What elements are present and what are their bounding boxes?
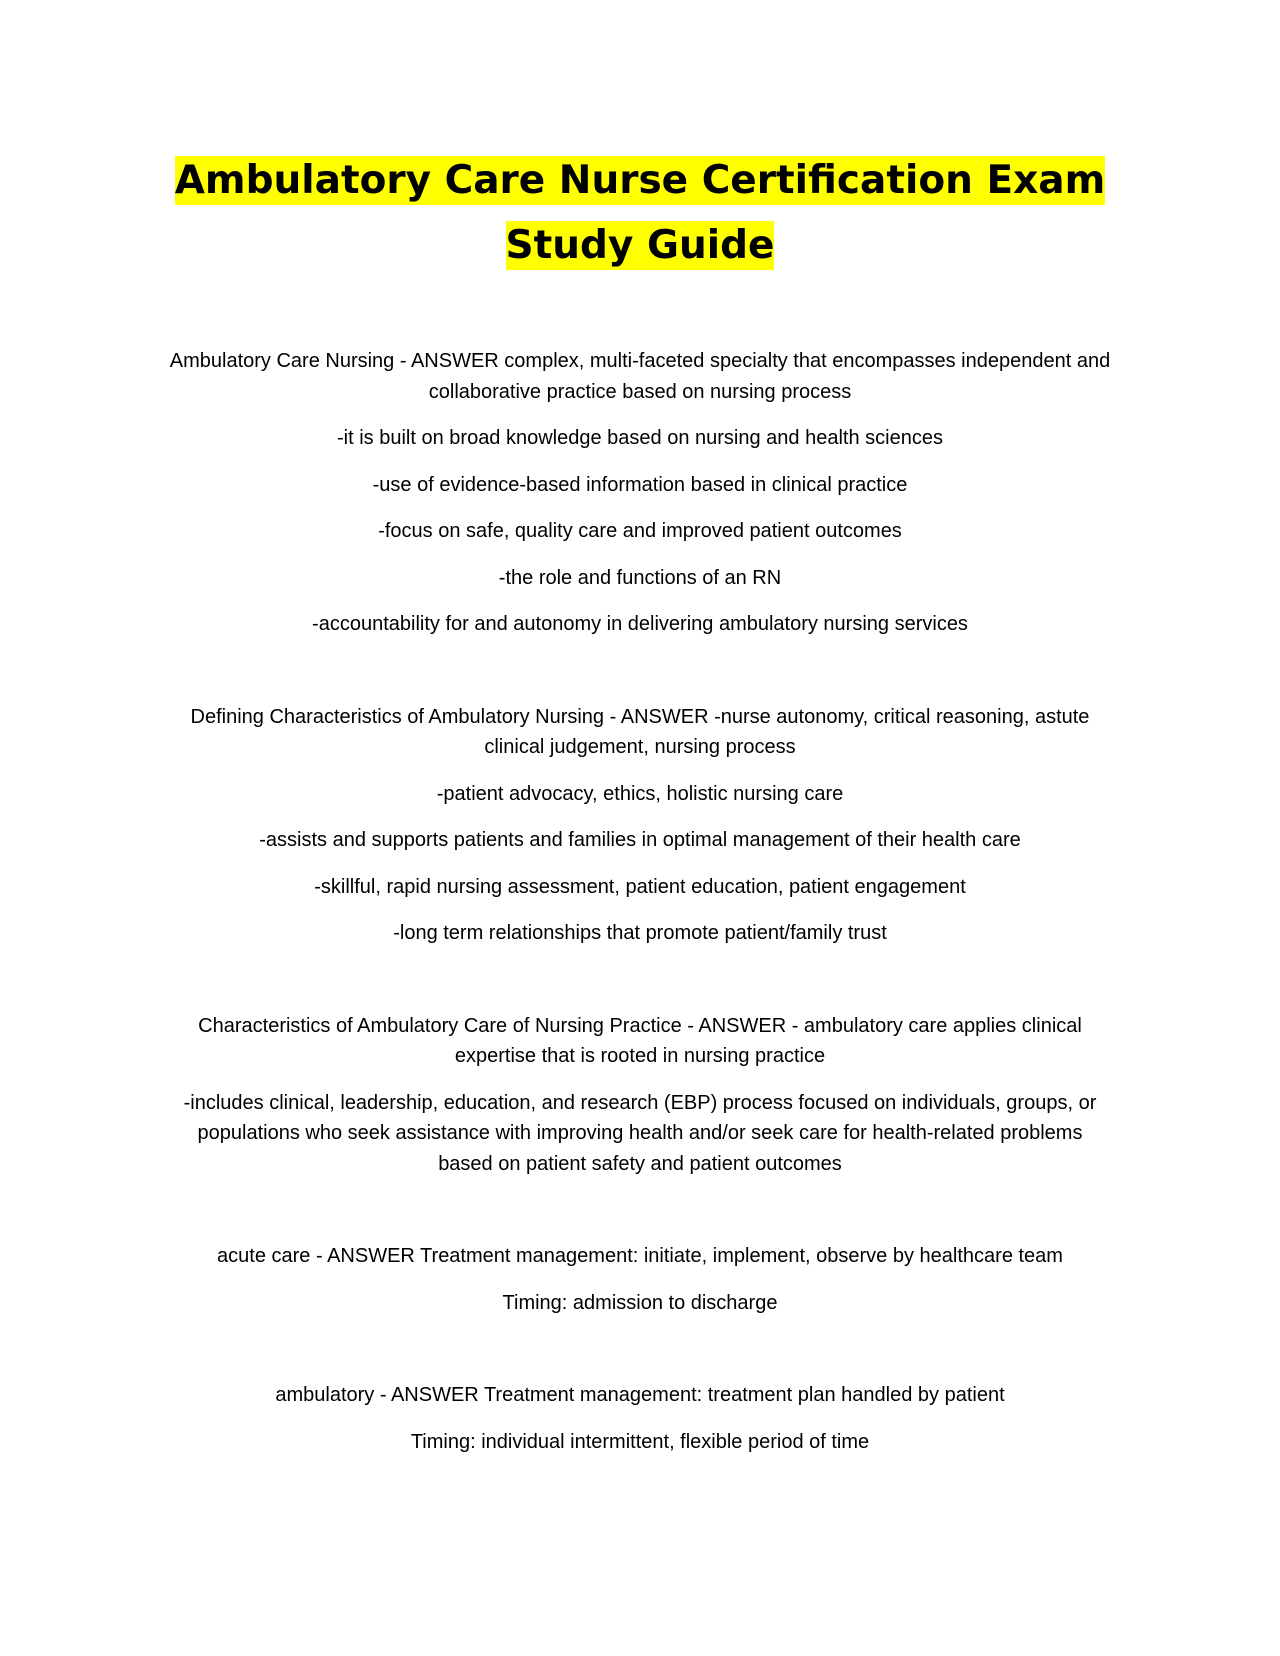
section-characteristics-practice	[168, 1011, 1112, 1180]
paragraph: -accountability for and autonomy in delivering ambulatory nursing services	[312, 613, 968, 635]
paragraph: -it is built on broad knowledge based on nursing and health sciences	[337, 427, 943, 449]
paragraph: -skillful, rapid nursing assessment, patient education, patient engagement	[314, 875, 966, 898]
section-acute-care	[168, 1241, 1112, 1318]
section-gap	[168, 1334, 1112, 1380]
title-line-2: Study Guide	[505, 223, 775, 268]
document-title	[168, 148, 1112, 278]
section-gap	[168, 965, 1112, 1011]
paragraph: -focus on safe, quality care and improved patient outcomes	[378, 520, 902, 542]
paragraph: Timing: admission to discharge	[502, 1291, 778, 1314]
section-ambulatory	[168, 1380, 1112, 1457]
paragraph: -patient advocacy, ethics, holistic nursing care	[436, 782, 844, 805]
paragraph: acute care - ANSWER Treatment management: initiate, implement, observe by healthcare team	[217, 1245, 1063, 1267]
paragraph: -long term relationships that promote patient/family trust	[393, 922, 887, 944]
paragraph: -assists and supports patients and families in optimal management of their health care	[259, 829, 1021, 851]
paragraph: -includes clinical, leadership, education, and research (EBP) process focused on individuals, groups, or populations who seek assistance with improving health and/or seek care for health-related problems based on patient safety and patient outcomes	[183, 1091, 1097, 1175]
section-gap	[168, 1195, 1112, 1241]
paragraph: Defining Characteristics of Ambulatory Nursing - ANSWER -nurse autonomy, critical reasoning, astute clinical judgement, nursing process	[190, 705, 1090, 758]
paragraph: -use of evidence-based information based in clinical practice	[372, 473, 908, 496]
section-ambulatory-care-nursing	[168, 346, 1112, 640]
paragraph: -the role and functions of an RN	[498, 566, 782, 589]
paragraph: Ambulatory Care Nursing - ANSWER complex, multi-faceted specialty that encompasses independent and collaborative practice based on nursing process	[169, 350, 1111, 403]
document-content	[168, 346, 1112, 1457]
paragraph: Timing: individual intermittent, flexible period of time	[410, 1430, 870, 1453]
document-page	[168, 148, 1112, 1473]
paragraph: ambulatory - ANSWER Treatment management: treatment plan handled by patient	[275, 1384, 1005, 1406]
paragraph: Characteristics of Ambulatory Care of Nursing Practice - ANSWER - ambulatory care applies clinical expertise that is rooted in nursing practice	[198, 1014, 1082, 1067]
section-defining-characteristics	[168, 702, 1112, 949]
section-gap	[168, 656, 1112, 702]
title-line-1: Ambulatory Care Nurse Certification Exam	[174, 158, 1106, 203]
